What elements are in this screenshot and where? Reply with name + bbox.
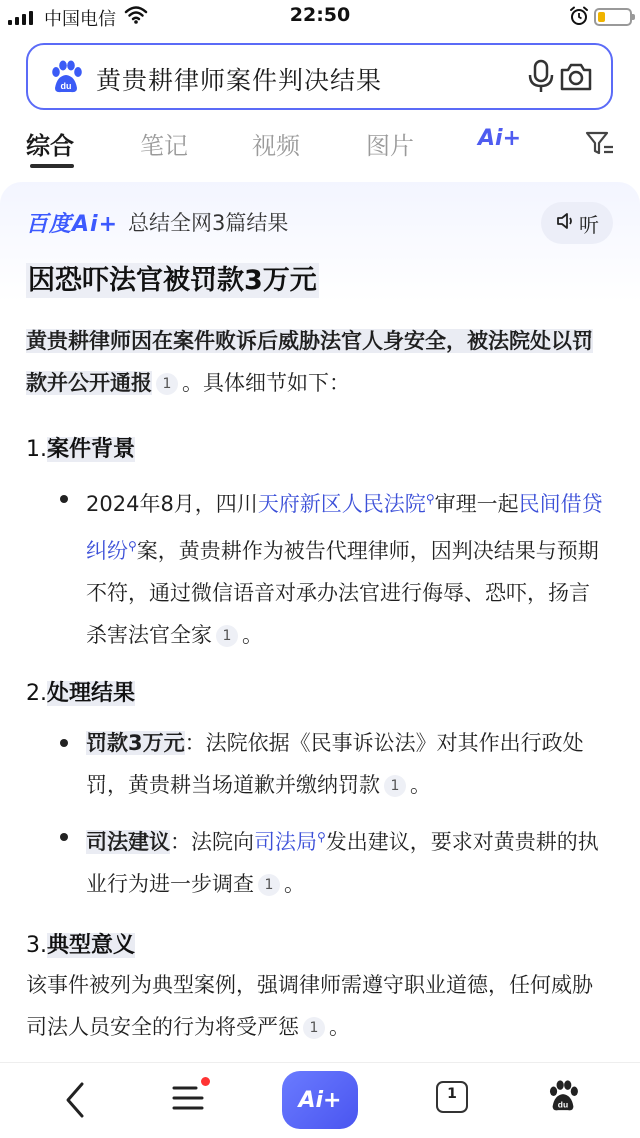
citation-badge[interactable]: 1 <box>384 775 406 797</box>
carrier-name: 中国电信 <box>44 9 116 30</box>
section-heading: 1.案件背景 <box>26 437 136 462</box>
citation-badge[interactable]: 1 <box>258 874 280 896</box>
ai-answer-card <box>0 182 640 1062</box>
section-body: 该事件被列为典型案例，强调律师需遵守职业道德，任何威胁司法人员安全的行为将受严惩 1 。 <box>26 973 593 1039</box>
bullet-dot <box>60 739 68 747</box>
search-icon: ⚲ <box>128 539 137 553</box>
section-heading: 3.典型意义 <box>26 933 136 958</box>
status-bar <box>0 0 640 36</box>
tab-videos[interactable]: 视频 <box>252 132 300 160</box>
answer-intro: 黄贵耕律师因在案件败诉后威胁法官人身安全，被法院处以罚款并公开通报 1 。具体细节如下： <box>26 329 593 395</box>
listen-label: 听 <box>579 212 599 237</box>
search-icon: ⚲ <box>317 830 326 844</box>
battery-icon <box>594 8 632 26</box>
search-bar[interactable] <box>26 43 613 110</box>
bullet-dot <box>60 495 68 503</box>
baidu-paw-icon[interactable] <box>48 60 84 98</box>
tab-images[interactable]: 图片 <box>366 132 414 160</box>
section-heading: 2.处理结果 <box>26 681 136 706</box>
list-item: 2024年8月，四川天府新区人民法院⚲审理一起民间借贷纠纷⚲案，黄贵耕作为被告代理律师，因判决结果与预期不符，通过微信语音对承办法官进行侮辱、恐吓，扬言杀害法官全家 1 。 <box>60 478 605 656</box>
answer-headline: 因恐吓法官被罚款3万元 <box>28 265 317 296</box>
svg-text:du: du <box>60 81 72 91</box>
clock: 22:50 <box>289 4 351 26</box>
search-input[interactable]: 黄贵耕律师案件判决结果 <box>96 66 383 95</box>
speaker-icon <box>555 211 575 236</box>
ai-header <box>26 202 288 242</box>
list-item: 司法建议：法院向司法局⚲发出建议，要求对黄贵耕的执业行为进一步调查 1 。 <box>60 816 605 905</box>
tab-notes[interactable]: 笔记 <box>140 132 188 160</box>
entity-link-court[interactable]: 天府新区人民法院⚲ <box>257 492 435 516</box>
microphone-icon[interactable] <box>528 59 554 99</box>
back-icon[interactable] <box>62 1081 88 1123</box>
entity-link-dispute[interactable]: 民间借贷纠纷⚲ <box>86 492 603 563</box>
bottom-nav <box>0 1062 640 1138</box>
citation-badge[interactable]: 1 <box>156 373 178 395</box>
menu-icon[interactable] <box>172 1081 204 1119</box>
bullet-dot <box>60 833 68 841</box>
active-tab-indicator <box>30 164 74 168</box>
tab-comprehensive[interactable]: 综合 <box>26 132 74 160</box>
listen-button[interactable] <box>541 202 613 244</box>
search-icon: ⚲ <box>425 492 435 506</box>
citation-badge[interactable]: 1 <box>303 1017 325 1039</box>
baidu-ai-logo: 百度Ai+ <box>26 211 119 237</box>
notification-dot <box>201 1077 210 1086</box>
baidu-home-icon[interactable] <box>546 1079 580 1117</box>
ai-summary-label: 总结全网3篇结果 <box>128 211 289 235</box>
alarm-icon <box>569 6 589 30</box>
ai-assistant-button[interactable]: Ai+ <box>282 1071 358 1129</box>
camera-icon[interactable] <box>558 59 594 99</box>
tab-count-icon[interactable]: 1 <box>436 1081 468 1113</box>
list-item: 罚款3万元：法院依据《民事诉讼法》对其作出行政处罚，黄贵耕当场道歉并缴纳罚款 1 。 <box>60 722 605 806</box>
tab-ai[interactable]: Ai+ <box>478 126 522 151</box>
svg-text:du: du <box>557 1099 569 1110</box>
filter-icon[interactable] <box>585 130 615 162</box>
search-tabs <box>0 120 640 170</box>
entity-link-justice-bureau[interactable]: 司法局⚲ <box>254 830 326 854</box>
citation-badge[interactable]: 1 <box>216 625 238 647</box>
